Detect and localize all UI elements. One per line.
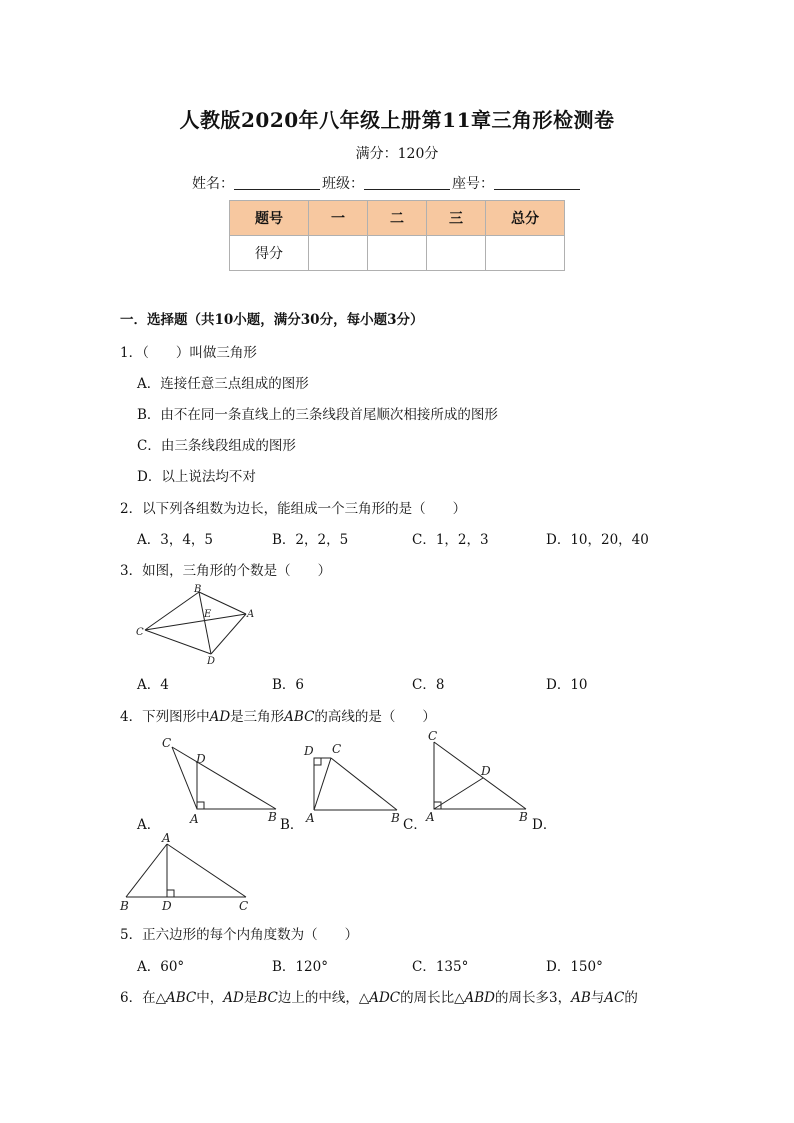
- q6-triangle-adc: ADC: [369, 990, 401, 1006]
- q4-figure-a: [158, 733, 283, 825]
- q3-option-a: A．4: [137, 677, 169, 693]
- q4-figure-b: [298, 738, 408, 826]
- q3-label: A: [247, 609, 255, 620]
- q4c-label: A: [426, 810, 435, 824]
- q1-option-a: A．连接任意三点组成的图形: [137, 376, 309, 392]
- q3-line: [145, 630, 211, 654]
- q4-option-c: C．: [403, 817, 427, 833]
- q4c-label: D: [481, 764, 491, 778]
- q6-text: 的: [624, 990, 638, 1006]
- full-score: 满分：120分: [355, 146, 439, 162]
- q6-text: 中，: [196, 990, 224, 1006]
- q4-option-d: D．: [532, 817, 557, 833]
- q4-stem-mid: 是三角形: [230, 709, 285, 725]
- q6-segment-bc: BC: [257, 990, 278, 1006]
- score-header-cell: 一: [309, 201, 368, 236]
- q3-line: [145, 614, 246, 630]
- question-4-stem: [120, 705, 436, 725]
- q4-figure-d: [114, 830, 254, 914]
- q5-option-c: C．135°: [412, 959, 469, 975]
- q6-triangle-abc: ABC: [165, 990, 197, 1006]
- seat-blank[interactable]: [494, 175, 580, 190]
- q4a-right-angle: [197, 802, 204, 809]
- score-cell[interactable]: [486, 236, 565, 271]
- q6-text: 与: [590, 990, 605, 1006]
- q6-segment-ab: AB: [571, 990, 591, 1006]
- q2-option-d: D．10，20，40: [546, 532, 649, 548]
- q4a-line: [172, 747, 276, 809]
- q6-text: 边上的中线，△: [277, 990, 370, 1006]
- q2-option-c: C．1，2，3: [412, 532, 489, 548]
- question-5-stem: 5．正六边形的每个内角度数为（ ）: [120, 927, 359, 943]
- q4b-label: D: [304, 744, 314, 758]
- q3-option-b: B．6: [272, 677, 305, 693]
- q4-triangle-abc: ABC: [284, 709, 315, 725]
- q6-segment-ac: AC: [604, 990, 625, 1006]
- q4d-label: B: [120, 899, 129, 913]
- q6-text: 6．在△: [120, 990, 166, 1006]
- q6-text: 是: [243, 990, 258, 1006]
- q2-option-b: B．2，2，5: [272, 532, 349, 548]
- q4a-label: D: [196, 752, 206, 766]
- student-info-row: [192, 173, 582, 193]
- score-table-header: [230, 201, 565, 236]
- score-row-label: 得分: [230, 236, 309, 271]
- q3-label: C: [136, 627, 144, 638]
- question-1-stem: 1．（ ）叫做三角形: [120, 345, 257, 361]
- q3-label: B: [194, 584, 202, 595]
- q2-option-a: A．3，4，5: [137, 532, 214, 548]
- q3-option-d: D．10: [546, 677, 588, 693]
- q1-option-c: C．由三条线段组成的图形: [137, 438, 296, 454]
- q4d-label: D: [162, 899, 172, 913]
- q3-option-c: C．8: [412, 677, 445, 693]
- name-blank[interactable]: [234, 175, 320, 190]
- q4b-right-angle: [314, 758, 321, 765]
- score-cell[interactable]: [427, 236, 486, 271]
- q4d-label: C: [239, 899, 249, 913]
- q4b-line: [314, 758, 331, 810]
- q4-option-b: B．: [280, 817, 304, 833]
- q4d-line: [126, 844, 167, 897]
- question-6-stem: [120, 986, 638, 1006]
- q4-stem-prefix: 4．下列图形中: [120, 709, 210, 725]
- q6-segment-ad: AD: [223, 990, 244, 1006]
- q3-label: D: [207, 656, 216, 667]
- q1-option-d: D．以上说法均不对: [137, 469, 256, 485]
- section-title: 一．选择题（共10小题，满分30分，每小题3分）: [120, 312, 424, 328]
- q4b-label: A: [306, 811, 315, 825]
- q3-line: [211, 614, 246, 654]
- q6-triangle-abd: ABD: [464, 990, 496, 1006]
- q4-figure-c: [420, 726, 535, 826]
- score-cell[interactable]: [368, 236, 427, 271]
- page-title: 人教版2020年八年级上册第11章三角形检测卷: [179, 108, 615, 132]
- score-header-cell: 题号: [230, 201, 309, 236]
- score-header-cell: 总分: [486, 201, 565, 236]
- q4-option-a: A．: [137, 817, 161, 833]
- class-label: 班级：: [322, 176, 364, 192]
- q5-option-a: A．60°: [137, 959, 185, 975]
- q4b-label: B: [391, 811, 400, 825]
- q5-option-d: D．150°: [546, 959, 603, 975]
- score-header-cell: 三: [427, 201, 486, 236]
- score-table: [229, 200, 565, 271]
- q4c-label: B: [519, 810, 528, 824]
- q5-option-b: B．120°: [272, 959, 328, 975]
- q4a-line: [172, 747, 197, 809]
- q4d-line: [167, 844, 246, 897]
- q3-line: [199, 592, 211, 654]
- score-table-row: [230, 236, 565, 271]
- class-blank[interactable]: [364, 175, 450, 190]
- seat-label: 座号：: [452, 176, 494, 192]
- q3-line: [145, 592, 199, 630]
- q3-figure: [130, 582, 260, 668]
- q4a-label: C: [162, 736, 172, 750]
- q4d-right-angle: [167, 890, 174, 897]
- q1-option-b: B．由不在同一条直线上的三条线段首尾顺次相接所成的图形: [137, 407, 498, 423]
- q4b-label: C: [332, 742, 342, 756]
- q6-text: 的周长比△: [400, 990, 465, 1006]
- q3-label: E: [204, 609, 212, 620]
- score-header-cell: 二: [368, 201, 427, 236]
- question-2-stem: 2．以下列各组数为边长，能组成一个三角形的是（ ）: [120, 501, 467, 517]
- q4d-label: A: [162, 831, 171, 845]
- q4c-label: C: [428, 729, 438, 743]
- q4c-line: [434, 742, 526, 809]
- q4a-label: A: [190, 812, 199, 825]
- q4-segment-ad: AD: [209, 709, 231, 725]
- name-label: 姓名：: [192, 176, 234, 192]
- q4b-line: [331, 758, 397, 810]
- q4-stem-suffix: 的高线的是（ ）: [314, 709, 436, 725]
- q6-text: 的周长多3，: [495, 990, 572, 1006]
- question-3-stem: 3．如图，三角形的个数是（ ）: [120, 563, 332, 579]
- score-cell[interactable]: [309, 236, 368, 271]
- q4a-label: B: [268, 810, 277, 824]
